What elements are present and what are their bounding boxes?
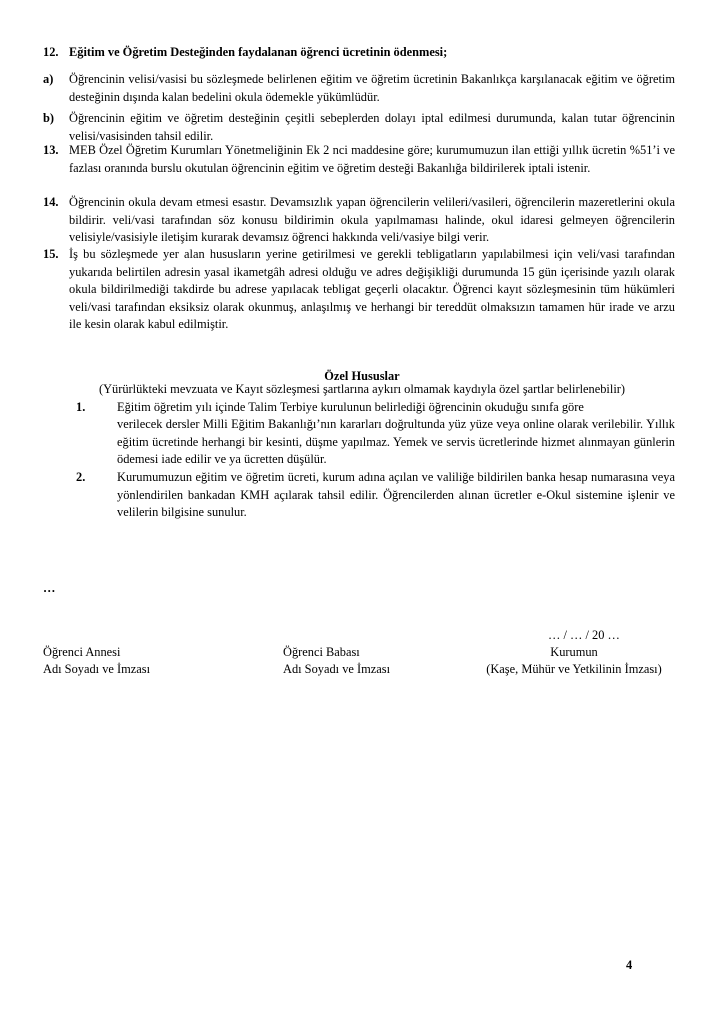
item-13-number: 13. (43, 143, 59, 157)
item-a-text: Öğrencinin velisi/vasisi bu sözleşmede belirlenen eğitim ve öğretim ücretinin Bakanlıkça karşılanacak eğitim ve öğretim desteğinin dışında kalan bedelini okula ödemekle yükümlüdür. (69, 72, 675, 104)
special-item-1-number: 1. (76, 400, 86, 414)
item-14-text: Öğrencinin okula devam etmesi esastır. Devamsızlık yapan öğrencilerin velileri/vasileri, öğrencilerin mazeretlerini okula bildirir. veli/vasi tarafından söz konusu bildirimin okula yapılmaması halinde, okul idaresi gelmeyen öğrencilerin velisiyle/vasisiyle iletişim kurarak devamsız öğrenci hakkında veli/vasiye bilgi verir. (69, 195, 675, 245)
signature-institution-sub: (Kaşe, Mühür ve Yetkilinin İmzası) (486, 662, 662, 676)
signature-father-sub: Adı Soyadı ve İmzası (283, 662, 391, 676)
ellipsis: … (43, 581, 56, 595)
special-item-2-text: Kurumumuzun eğitim ve öğretim ücreti, kurum adına açılan ve valiliğe bildirilen banka hesap numarasına veya yönlendirilen bankadan KMH açılarak tahsil edilir. Öğrencilerden alınan ücretler e-Okul sistemine işlenir ve velilerin bilgisine sunulur. (117, 470, 675, 520)
special-item-2-number: 2. (76, 470, 86, 484)
item-a-number: a) (43, 72, 54, 86)
item-15-number: 15. (43, 247, 59, 261)
item-12-text: Eğitim ve Öğretim Desteğinden faydalanan öğrenci ücretinin ödenmesi; (69, 45, 448, 59)
date-placeholder: … / … / 20 … (548, 628, 620, 642)
special-title: Özel Hususlar (324, 369, 400, 383)
special-item-1-first-line: Eğitim öğretim yılı içinde Talim Terbiye kurulunun belirlediği öğrencinin okuduğu sınıfa göre (117, 400, 584, 414)
signature-mother-sub: Adı Soyadı ve İmzası (43, 662, 151, 676)
special-subtitle: (Yürürlükteki mevzuata ve Kayıt sözleşmesi şartlarına aykırı olmamak kaydıyla özel şartlar belirlenebilir) (98, 382, 626, 396)
signature-mother-title: Öğrenci Annesi (43, 645, 121, 659)
item-15-text: İş bu sözleşmede yer alan hususların yerine getirilmesi ve gerekli tebligatların yapılabilmesi için veli/vasi tarafından yukarıda belirtilen adresin yasal ikametgâh adresi olduğu ve adres değişikliği durumunda 15 gün içerisinde yazılı olarak okula bildirilmediği takdirde bu adrese yapılacak tebligat geçerli olacaktır. Öğrenci kayıt sözleşmesinin tüm hükümleri veli/vasi tarafından eksiksiz olarak okunmuş, anlaşılmış ve herhangi bir tereddüt olmaksızın tamamen hür irade ve arzu ile kesin olarak kabul edilmiştir. (69, 247, 675, 332)
item-b-text: Öğrencinin eğitim ve öğretim desteğinin çeşitli sebeplerden dolayı iptal edilmesi durumunda, kalan tutar öğrencinin velisi/vasisinden tahsil edilir. (69, 111, 675, 143)
special-item-1-text: verilecek dersler Milli Eğitim Bakanlığı’nın kararları doğrultunda yüz yüze veya online olarak verilebilir. Yıllık eğitim ücretinde herhangi bir kesinti, düşme yapılmaz. Yemek ve servis ücretlerinde hizmet alınmayan günlerin ödemesi iade edilir ve ya ücretten düşülür. (117, 417, 675, 467)
signature-father-title: Öğrenci Babası (283, 645, 360, 659)
item-12-number: 12. (43, 45, 59, 59)
item-14-number: 14. (43, 195, 59, 209)
page-number: 4 (626, 958, 633, 972)
item-b-number: b) (43, 111, 55, 125)
item-13-text: MEB Özel Öğretim Kurumları Yönetmeliğinin Ek 2 nci maddesine göre; kurumumuzun ilan ettiği yıllık ücretin %51’i ve fazlası oranında burslu okutulan öğrencinin eğitim ve öğretim desteği Bakanlığa bildirilerek iptali istenir. (69, 143, 675, 175)
signature-institution-title: Kurumun (550, 645, 598, 659)
